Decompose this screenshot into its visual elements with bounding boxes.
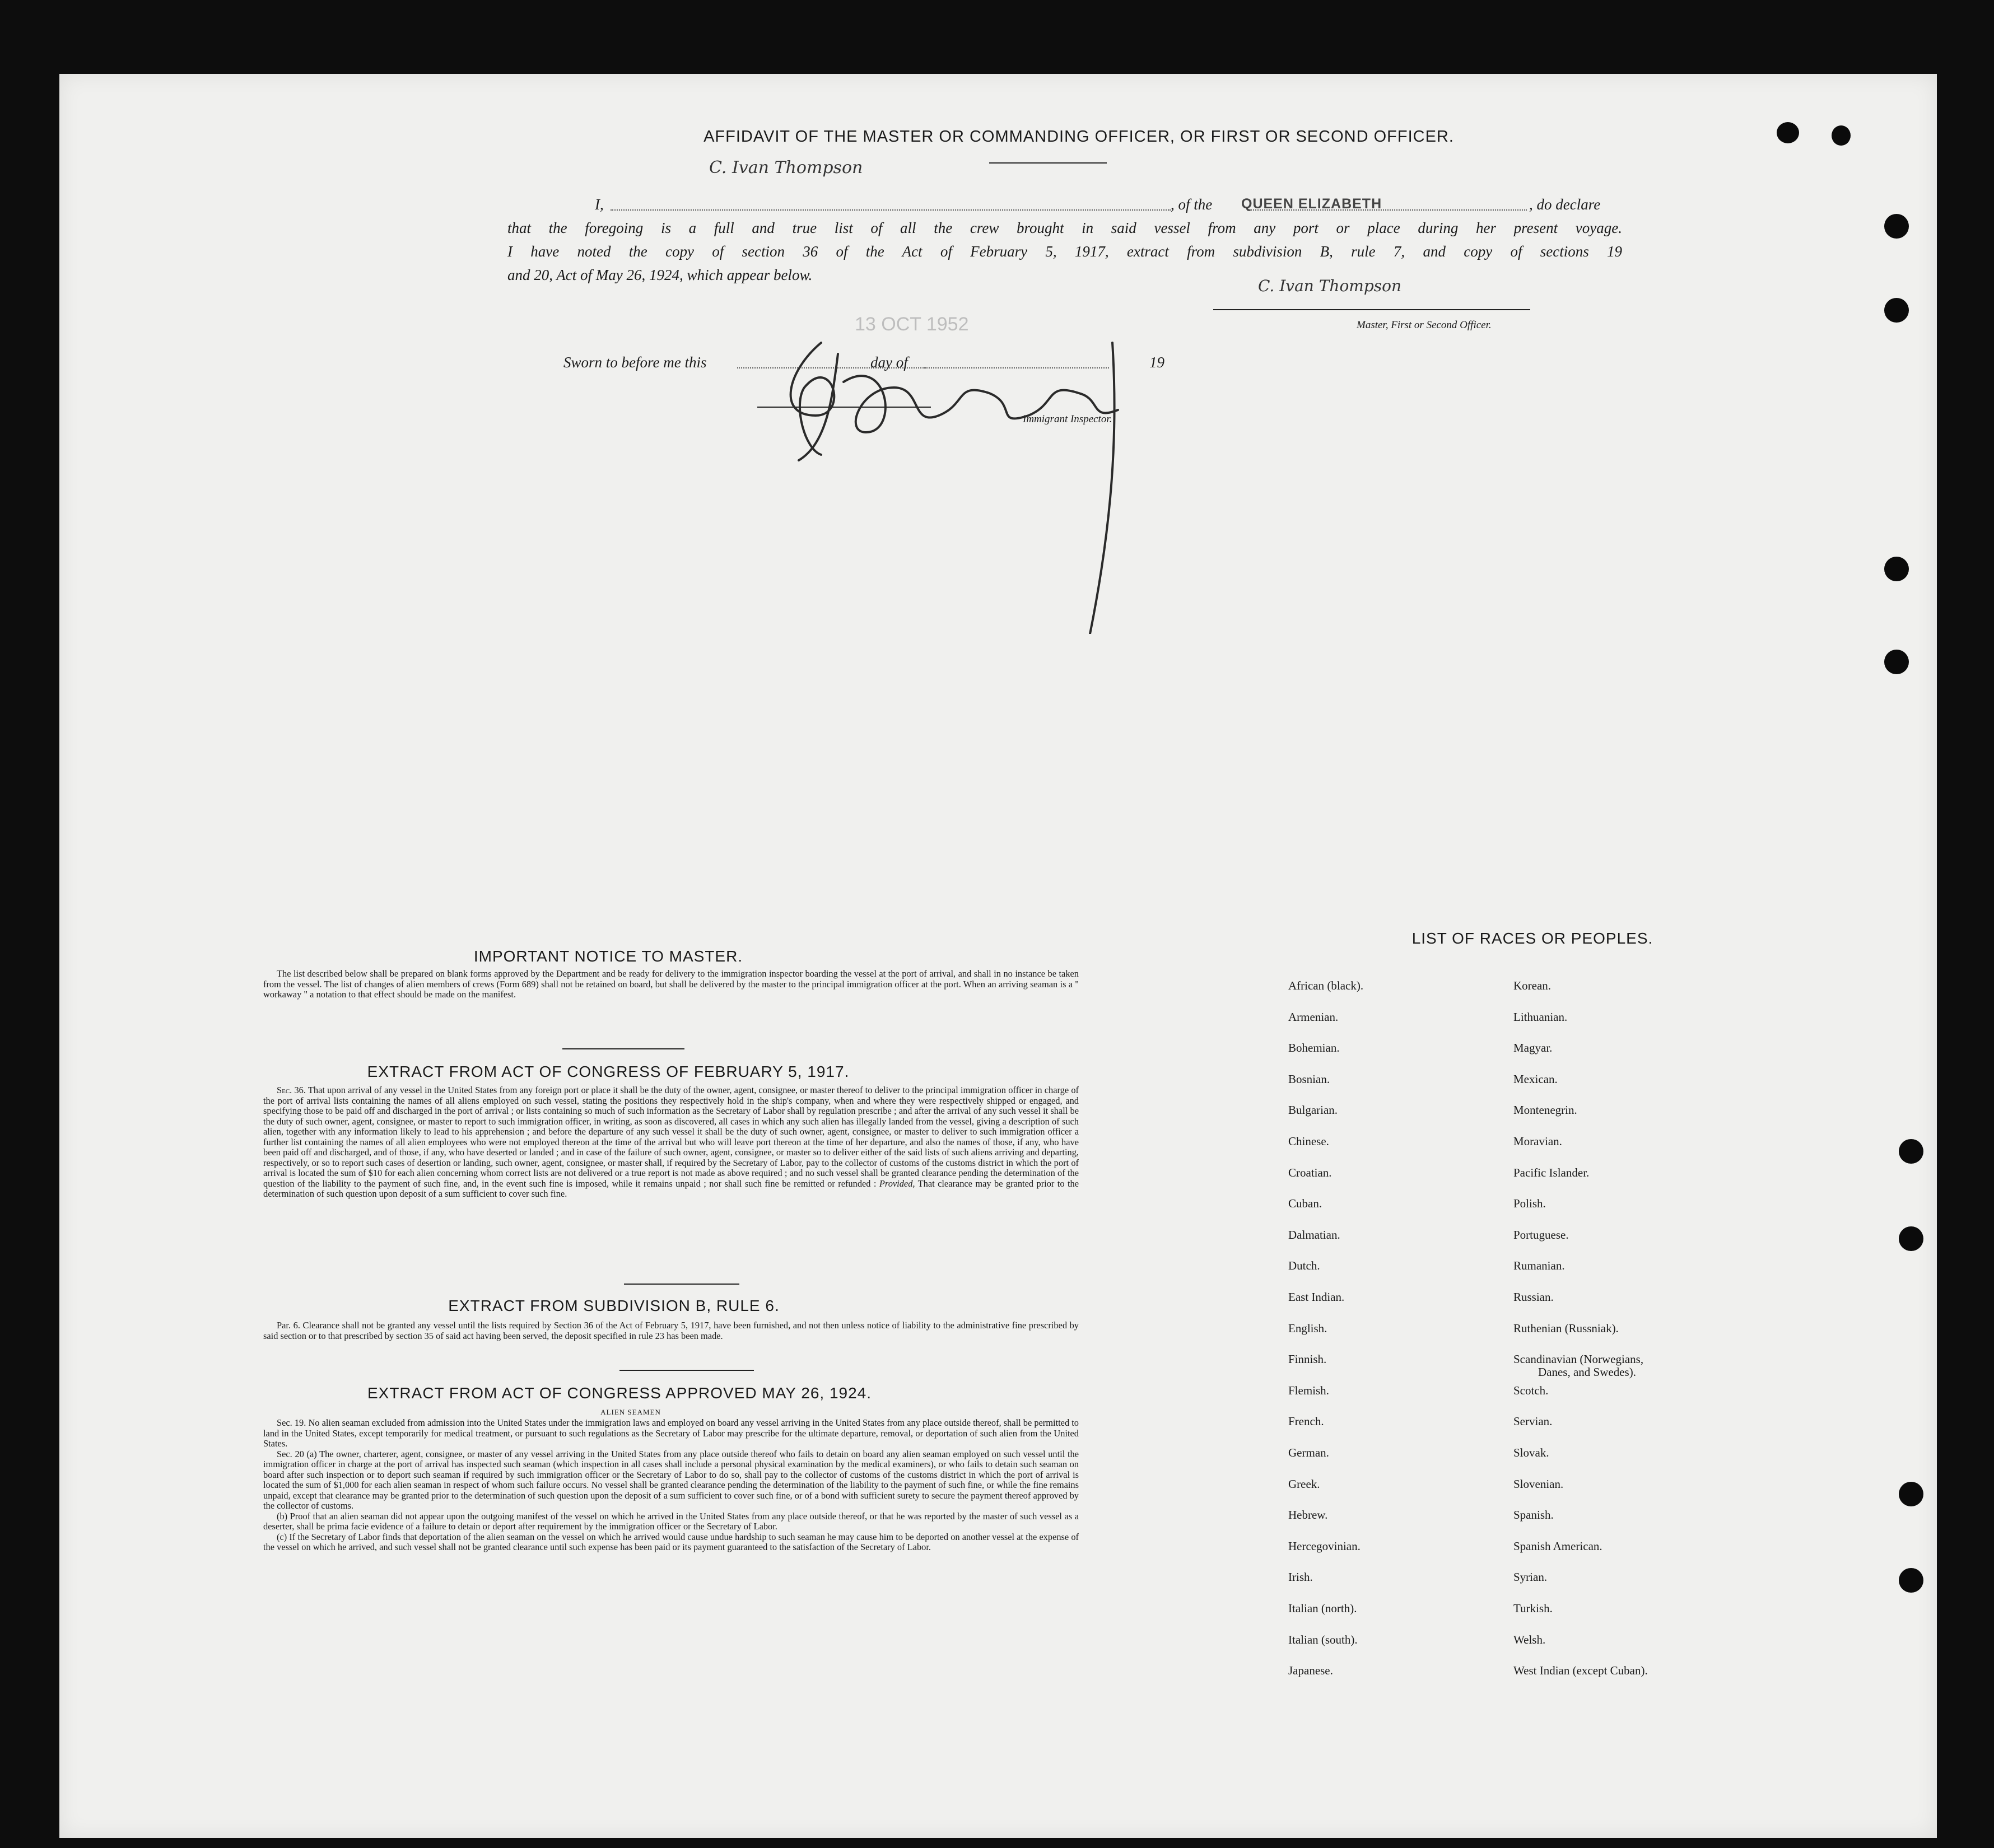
race-item: Korean.	[1513, 979, 1552, 992]
race-scandinavian-continuation: Danes, and Swedes).	[1538, 1365, 1636, 1379]
race-item: Spanish American.	[1513, 1539, 1602, 1553]
race-item: Finnish.	[1288, 1352, 1327, 1366]
race-item: Scotch.	[1513, 1383, 1549, 1397]
extract-1924-title: EXTRACT FROM ACT OF CONGRESS APPROVED MAY 26, 1924.	[367, 1384, 872, 1402]
do-declare-label: , do declare	[1529, 196, 1601, 213]
sec36-paragraph	[263, 1085, 1079, 1200]
race-item: West Indian (except Cuban).	[1513, 1664, 1648, 1678]
binder-hole	[1884, 650, 1909, 674]
race-item: East Indian.	[1288, 1290, 1345, 1304]
binder-hole	[1884, 298, 1909, 323]
race-item: Mexican.	[1513, 1072, 1558, 1086]
affidavit-body-line-3: and 20, Act of May 26, 1924, which appear below.	[507, 267, 813, 283]
race-item: Polish.	[1513, 1197, 1546, 1211]
extract-1917-text	[263, 1085, 1079, 1200]
binder-hole	[1899, 1568, 1923, 1593]
races-title: LIST OF RACES OR PEOPLES.	[1411, 930, 1653, 947]
race-item: English.	[1288, 1321, 1327, 1335]
race-item: Dalmatian.	[1288, 1228, 1340, 1242]
race-item: Magyar.	[1513, 1041, 1553, 1055]
race-item: Greek.	[1288, 1477, 1320, 1491]
extract-1917-divider	[624, 1284, 739, 1285]
race-item: Turkish.	[1513, 1602, 1553, 1615]
year-label: 19	[1149, 354, 1164, 371]
race-item: Japanese.	[1288, 1664, 1333, 1678]
race-item: Russian.	[1513, 1290, 1554, 1304]
notice-title: IMPORTANT NOTICE TO MASTER.	[473, 948, 743, 965]
signature-line	[1213, 309, 1530, 310]
race-item: Slovenian.	[1513, 1477, 1564, 1491]
proviso-text: That clearance may be granted prior to the determination of such question upon deposit of a sum sufficient to cover such fine.	[263, 1178, 1079, 1199]
race-item: Irish.	[1288, 1570, 1313, 1584]
inspector-signature-scribble	[754, 320, 1258, 634]
rule6-paragraph: Par. 6. Clearance shall not be granted any vessel until the lists required by Section 36 of the Act of February 5, 1917, have been furnished, and not then unless notice of liability to the administrative fine prescribed by said section or to that prescribed by section 35 of said act having been served, the deposit specified in rule 23 has been made.	[263, 1320, 1079, 1341]
race-item: Moravian.	[1513, 1135, 1562, 1148]
extract-1917-title: EXTRACT FROM ACT OF CONGRESS OF FEBRUARY 5, 1917.	[367, 1063, 850, 1080]
date-stamp: 13 OCT 1952	[855, 314, 969, 335]
race-item: Italian (south).	[1288, 1632, 1358, 1646]
affidavit-body-line-2: I have noted the copy of section 36 of the Act of February 5, 1917, extract from subdivision B, rule 7, and copy of sections 19	[507, 243, 1622, 260]
alien-seamen-subtitle: ALIEN SEAMEN	[600, 1408, 661, 1416]
proviso-word: Provided,	[879, 1178, 915, 1189]
race-item: Welsh.	[1513, 1632, 1546, 1646]
race-item: Scandinavian (Norwegians,	[1513, 1352, 1644, 1366]
sec20c-paragraph: (c) If the Secretary of Labor finds that deportation of the alien seaman on the vessel on which he arrived would cause undue hardship to such seaman he may cause him to be deported on another vessel at the expense of the vessel on which he arrived, and such vessel shall not be granted clearance until such expense has been paid or its payment guaranteed to the satisfaction of the Secretary of Labor.	[263, 1531, 1079, 1552]
race-item: Montenegrin.	[1513, 1103, 1577, 1117]
name-blank-line	[611, 209, 1171, 211]
race-item: Syrian.	[1513, 1570, 1548, 1584]
affidavit-body-line-1: that the foregoing is a full and true list of all the crew brought in said vessel from any port or place during her present voyage.	[507, 220, 1622, 236]
vessel-name-stamp: QUEEN ELIZABETH	[1241, 196, 1382, 212]
sec20b-paragraph: (b) Proof that an alien seaman did not appear upon the outgoing manifest of the vessel on which he arrived in the United States from any place outside thereof, or that he was reported by the master of such vessel as a deserter, shall be prima facie evidence of a failure to detain or deport after requirement by the immigration officer or the Secretary of Labor.	[263, 1510, 1079, 1532]
race-item: Italian (north).	[1288, 1602, 1357, 1615]
handwritten-name: C. Ivan Thompson	[709, 158, 863, 178]
race-item: French.	[1288, 1415, 1324, 1429]
race-item: Slovak.	[1513, 1446, 1549, 1459]
race-item: Portuguese.	[1513, 1228, 1569, 1242]
day-of-label: day of	[870, 354, 908, 371]
master-signature: C. Ivan Thompson	[1258, 277, 1402, 295]
inspector-label: Immigrant Inspector.	[1023, 413, 1112, 425]
race-item: Hebrew.	[1288, 1508, 1328, 1522]
extract-1924-text	[263, 1418, 1079, 1553]
rule6-title: EXTRACT FROM SUBDIVISION B, RULE 6.	[448, 1297, 780, 1314]
race-item: Croatian.	[1288, 1165, 1332, 1179]
race-item: African (black).	[1288, 979, 1364, 992]
binder-hole	[1899, 1226, 1923, 1251]
title-divider	[989, 162, 1107, 164]
binder-hole	[1884, 214, 1909, 239]
race-item: Spanish.	[1513, 1508, 1554, 1522]
race-item: Bulgarian.	[1288, 1103, 1338, 1117]
race-item: Pacific Islander.	[1513, 1165, 1590, 1179]
rule6-text	[263, 1320, 1079, 1341]
race-item: Servian.	[1513, 1415, 1553, 1429]
notice-paragraph: The list described below shall be prepared on blank forms approved by the Department and be ready for delivery to the immigration inspector boarding the vessel at the port of arrival, and shall in no instance be taken from the vessel. The list of changes of alien members of crews (Form 689) shall not be retained on board, but shall be delivered by the master to the principal immigration officer at the port. When an arriving seaman is a " workaway " a notation to that effect should be made on the manifest.	[263, 968, 1079, 1000]
sec19-paragraph: Sec. 19. No alien seaman excluded from admission into the United States under the immigration laws and employed on board any vessel arriving in the United States from any place outside thereof, shall be permitted to land in the United States, except temporarily for medical treatment, or pursuant to such regulations as the Secretary of Labor may prescribe for the ultimate departure, removal, or deportation of such alien from the United States.	[263, 1417, 1079, 1449]
ink-blot	[1777, 122, 1799, 143]
signature-label: Master, First or Second Officer.	[1357, 319, 1492, 331]
sec36-body: That upon arrival of any vessel in the United States from any foreign port or place it shall be the duty of the owner, agent, consignee, or master thereof to deliver to the principal immigration officer in charge of the port of arrival lists containing the names of all aliens employed on such vessel, stating the positions they respectively hold in the ship's company, when and where they were respectively shipped or engaged, and specifying those to be paid off and discharged in the port of arrival ; or lists containing so much of such information as the Secretary of Labor shall by regulation prescribe ; and after the arrival of any such vessel it shall be the duty of such owner, agent, consignee, or master to report to such immigration officer, in writing, as soon as discovered, all cases in which any such alien has illegally landed from the vessel, giving a description of such alien, together with any information likely to lead to his apprehension ; and before the departure of any such vessel it shall be the duty of such owner, agent, consignee, or master to deliver to such immigration officer a further list containing the names of all alien employees who were not employed thereon at the time of the arrival but who will leave port thereon at the time of her departure, and also the names of those, if any, who have been paid off and discharged, and of those, if any, who have deserted or landed ; and in case of the failure of such owner, agent, consignee, or master so to deliver either of the said lists of such aliens arriving and departing, respectively, or so to report such cases of desertion or landing, such owner, agent, consignee, or master shall, if required by the Secretary of Labor, pay to the collector of customs of the customs district in which the port of arrival is located the sum of $10 for each alien concerning whom correct lists are not delivered or a true report is not made as above required ; and no such vessel shall be granted clearance pending the determination of the question of the liability to the payment of such fine, and, in the event such fine is imposed, while it remains unpaid ; nor shall such fine be remitted or refunded :	[263, 1085, 1079, 1189]
sworn-label: Sworn to before me this	[563, 354, 707, 371]
race-item: Bosnian.	[1288, 1072, 1330, 1086]
race-item: Bohemian.	[1288, 1041, 1340, 1055]
race-item: Rumanian.	[1513, 1259, 1565, 1273]
binder-hole	[1899, 1139, 1923, 1164]
ink-blot	[1832, 125, 1851, 146]
binder-hole	[1884, 557, 1909, 581]
sec20a-paragraph: Sec. 20 (a) The owner, charterer, agent, consignee, or master of any vessel arriving in the United States from any place outside thereof who fails to detain on board any alien seaman employed on such vessel until the immigration officer in charge at the port of arrival has inspected such seaman (which inspection in all cases shall include a personal physical examination by the medical examiners), or who fails to detain such seaman on board after such inspection or to deport such seaman if required by such immigration officer or the Secretary of Labor to do so, shall pay to the collector of customs of the customs district in which the port of arrival is located the sum of $1,000 for each alien seaman in respect of whom such failure occurs. No vessel shall be granted clearance pending the determination of the liability to the payment of such fine, or while the fine remains unpaid, except that clearance may be granted prior to the determination of such question upon the deposit of a sum sufficient to cover such fine, or of a bond with sufficient surety to secure the payment thereof approved by the collector of customs.	[263, 1448, 1079, 1511]
of-the-label: , of the	[1171, 196, 1213, 213]
race-item: Hercegovinian.	[1288, 1539, 1361, 1553]
race-item: Chinese.	[1288, 1135, 1329, 1148]
race-item: Dutch.	[1288, 1259, 1320, 1273]
race-item: Flemish.	[1288, 1383, 1329, 1397]
race-item: German.	[1288, 1446, 1329, 1459]
sec36-label: Sec. 36.	[277, 1085, 306, 1095]
race-item: Lithuanian.	[1513, 1010, 1568, 1024]
race-item: Cuban.	[1288, 1197, 1322, 1211]
affidavit-title: AFFIDAVIT OF THE MASTER OR COMMANDING OFFICER, OR FIRST OR SECOND OFFICER.	[704, 128, 1454, 146]
document-page	[59, 74, 1937, 1838]
rule6-divider	[619, 1370, 754, 1371]
notice-divider	[562, 1048, 684, 1049]
affidavit-i-label: I,	[595, 196, 604, 213]
binder-hole	[1899, 1482, 1923, 1506]
race-item: Ruthenian (Russniak).	[1513, 1321, 1619, 1335]
race-item: Armenian.	[1288, 1010, 1339, 1024]
notice-text	[263, 969, 1079, 1000]
